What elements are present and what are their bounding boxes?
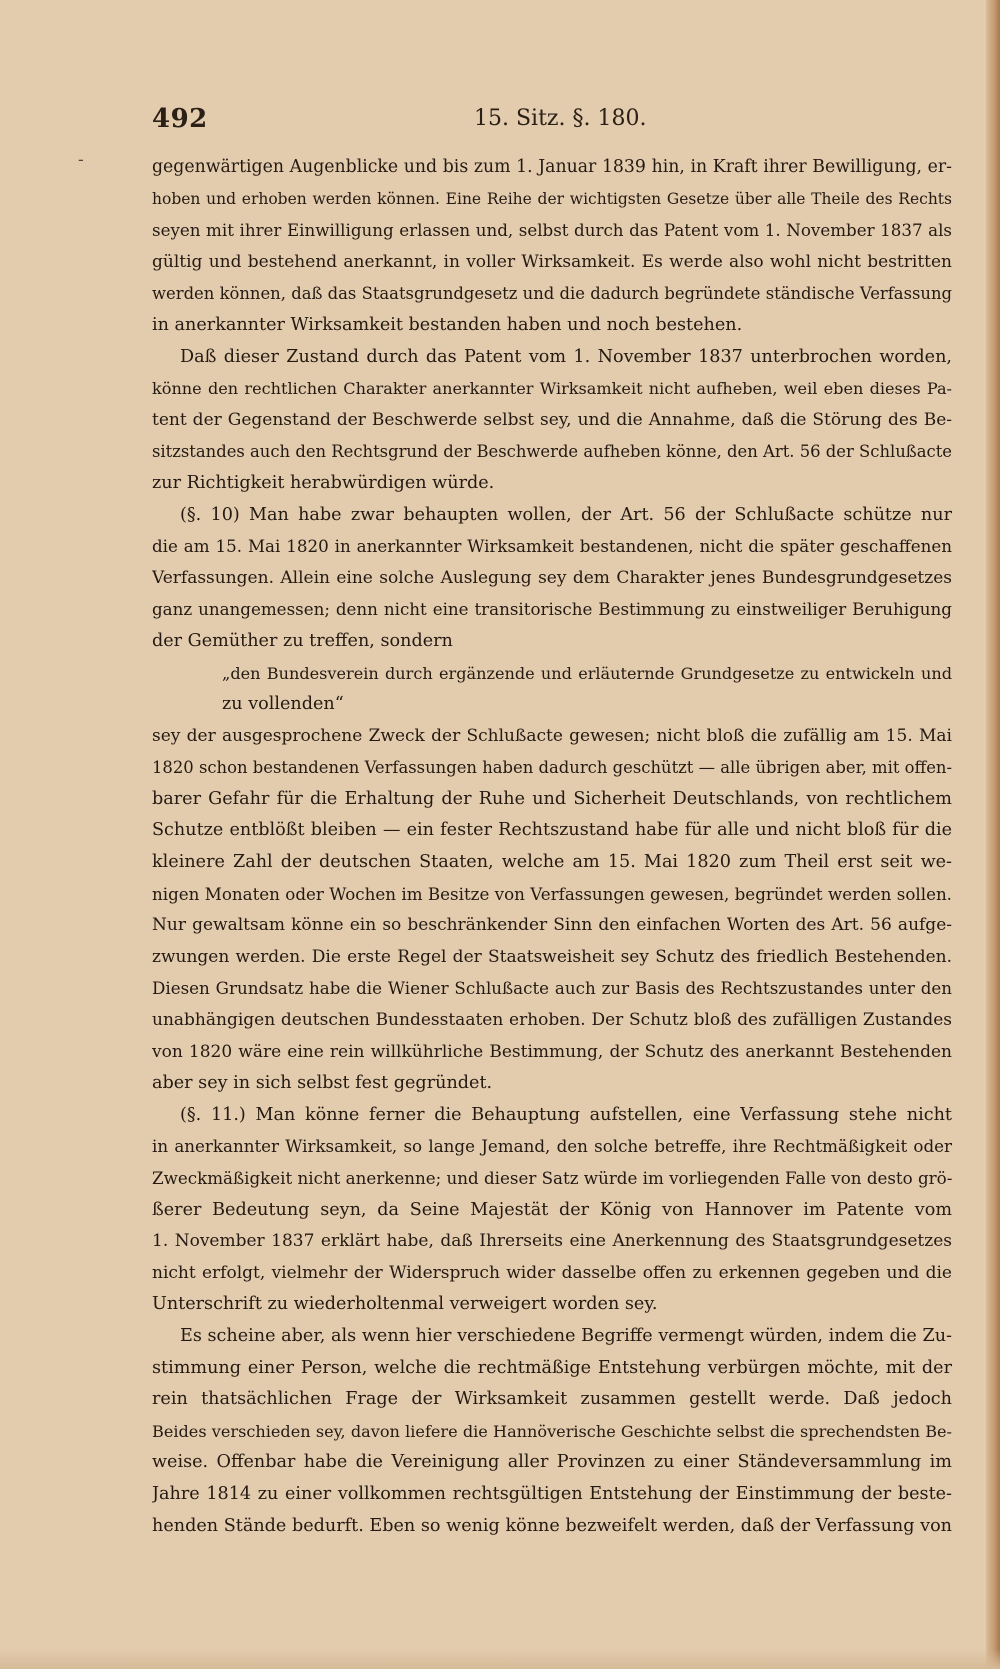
- text-line: aber sey in sich selbst fest gegründet.: [152, 1073, 493, 1094]
- text-line: ßerer Bedeutung seyn, da Seine Majestät der König von Hannover im Patente vom: [152, 1199, 952, 1220]
- text-line: unabhängigen deutschen Bundesstaaten erhoben. Der Schutz bloß des zufälligen Zustandes: [152, 1010, 952, 1031]
- text-line: die am 15. Mai 1820 in anerkannter Wirksamkeit bestandenen, nicht die später geschaffenen: [152, 536, 952, 557]
- text-line: werden können, daß das Staatsgrundgesetz und die dadurch begründete ständische Verfassung: [152, 284, 952, 304]
- text-line: sitzstandes auch den Rechtsgrund der Beschwerde aufheben könne, den Art. 56 der Schlußacte: [152, 442, 952, 462]
- page-number: 492: [152, 104, 208, 134]
- text-line: in anerkannter Wirksamkeit bestanden haben und noch bestehen.: [152, 314, 743, 335]
- text-line: henden Stände bedurft. Eben so wenig könne bezweifelt werden, daß der Verfassung von: [152, 1515, 952, 1536]
- text-line: nicht erfolgt, vielmehr der Widerspruch wider dasselbe offen zu erkennen gegeben und die: [152, 1262, 952, 1283]
- text-line: Unterschrift zu wiederholtenmal verweigert worden sey.: [152, 1294, 658, 1315]
- text-line: 1. November 1837 erklärt habe, daß Ihrerseits eine Anerkennung des Staatsgrundgesetzes: [152, 1231, 952, 1252]
- text-line: 1820 schon bestandenen Verfassungen haben dadurch geschützt — alle übrigen aber, mit offen-: [152, 758, 952, 778]
- text-line: der Gemüther zu treffen, sondern: [152, 630, 453, 651]
- text-line: (§. 10) Man habe zwar behaupten wollen, der Art. 56 der Schlußacte schütze nur: [180, 504, 952, 525]
- text-line: Verfassungen. Allein eine solche Auslegung sey dem Charakter jenes Bundesgrundgesetzes: [152, 567, 952, 588]
- page-edge: [986, 0, 1000, 1669]
- running-head: 15. Sitz. §. 180.: [474, 106, 647, 131]
- text-line: nigen Monaten oder Wochen im Besitze von Verfassungen gewesen, begründet werden sollen.: [152, 883, 952, 904]
- text-line: ganz unangemessen; denn nicht eine transitorische Bestimmung zu einstweiliger Beruhigung: [152, 599, 952, 620]
- text-line: barer Gefahr für die Erhaltung der Ruhe und Sicherheit Deutschlands, von rechtlichem: [152, 788, 952, 809]
- text-line: Diesen Grundsatz habe die Wiener Schlußacte auch zur Basis des Rechtszustandes unter den: [152, 978, 952, 999]
- text-line: gegenwärtigen Augenblicke und bis zum 1. Januar 1839 hin, in Kraft ihrer Bewilligung, er-: [152, 157, 952, 177]
- text-line: Zweckmäßigkeit nicht anerkenne; und dieser Satz würde im vorliegenden Falle von desto grö-: [152, 1168, 952, 1188]
- text-line: (§. 11.) Man könne ferner die Behauptung aufstellen, eine Verfassung stehe nicht: [180, 1104, 952, 1125]
- text-line: seyen mit ihrer Einwilligung erlassen und, selbst durch das Patent vom 1. November 1837 als: [152, 220, 952, 241]
- text-line: weise. Offenbar habe die Vereinigung aller Provinzen zu einer Ständeversammlung im: [152, 1452, 952, 1473]
- text-line: von 1820 wäre eine rein willkührliche Bestimmung, der Schutz des anerkannt Bestehenden: [152, 1041, 952, 1062]
- text-line: könne den rechtlichen Charakter anerkannter Wirksamkeit nicht aufheben, weil eben dieses Pa-: [152, 379, 952, 399]
- text-line: zu vollenden“: [222, 694, 344, 715]
- margin-mark: -: [78, 150, 84, 169]
- text-line: in anerkannter Wirksamkeit, so lange Jemand, den solche betreffe, ihre Rechtmäßigkeit oder: [152, 1136, 952, 1157]
- text-line: gültig und bestehend anerkannt, in voller Wirksamkeit. Es werde also wohl nicht bestritten: [152, 251, 952, 272]
- page-header: [152, 104, 952, 140]
- text-line: Schutze entblößt bleiben — ein fester Rechtszustand habe für alle und nicht bloß für die: [152, 820, 952, 841]
- text-line: zur Richtigkeit herabwürdigen würde.: [152, 472, 495, 493]
- text-line: Daß dieser Zustand durch das Patent vom 1. November 1837 unterbrochen worden,: [180, 346, 952, 367]
- body-text: [152, 152, 952, 1542]
- text-line: tent der Gegenstand der Beschwerde selbst sey, und die Annahme, daß die Störung des Be-: [152, 409, 952, 430]
- text-line: rein thatsächlichen Frage der Wirksamkeit zusammen gestellt werde. Daß jedoch: [152, 1389, 952, 1410]
- text-line: kleinere Zahl der deutschen Staaten, welche am 15. Mai 1820 zum Theil erst seit we-: [152, 852, 952, 873]
- text-line: sey der ausgesprochene Zweck der Schlußacte gewesen; nicht bloß die zufällig am 15. Mai: [152, 725, 952, 746]
- text-line: zwungen werden. Die erste Regel der Staatsweisheit sey Schutz des friedlich Bestehenden.: [152, 946, 952, 967]
- text-line: Nur gewaltsam könne ein so beschränkender Sinn den einfachen Worten des Art. 56 aufge-: [152, 915, 952, 936]
- text-line: „den Bundesverein durch ergänzende und erläuternde Grundgesetze zu entwickeln und: [222, 663, 952, 683]
- text-line: stimmung einer Person, welche die rechtmäßige Entstehung verbürgen möchte, mit der: [152, 1357, 952, 1378]
- text-line: Es scheine aber, als wenn hier verschiedene Begriffe vermengt würden, indem die Zu-: [180, 1325, 952, 1346]
- text-line: Jahre 1814 zu einer vollkommen rechtsgültigen Entstehung der Einstimmung der beste-: [152, 1483, 952, 1504]
- page-bottom-edge: [0, 1649, 1000, 1669]
- text-line: hoben und erhoben werden können. Eine Reihe der wichtigsten Gesetze über alle Theile des Rechts: [152, 189, 952, 208]
- text-line: Beides verschieden sey, davon liefere die Hannöverische Geschichte selbst die sprechendsten Be-: [152, 1421, 952, 1441]
